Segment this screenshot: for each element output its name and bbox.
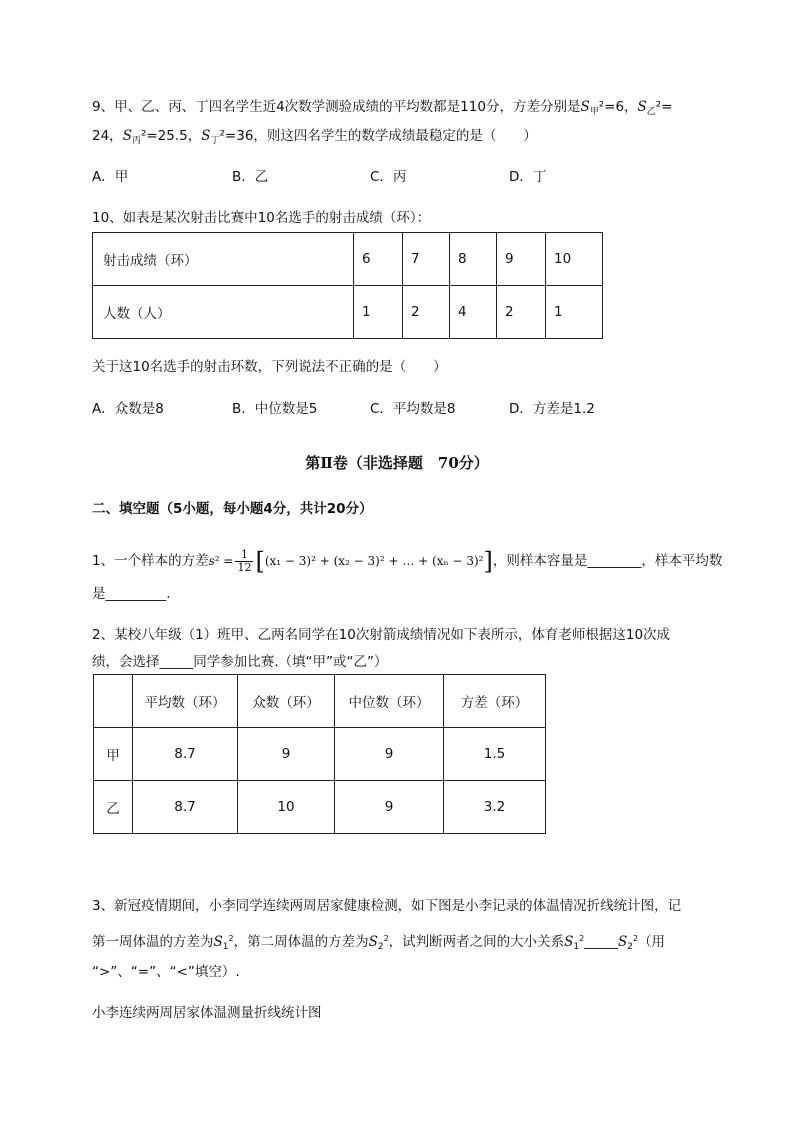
table-row [93, 233, 603, 286]
row-label: 人数（人） [93, 286, 354, 339]
var-s: s [208, 554, 215, 568]
table-cell: 2 [497, 286, 546, 339]
sub-yi: 乙 [646, 107, 656, 117]
f2-line2: 绩，会选择_____同学参加比赛.（填“甲”或“乙”） [92, 654, 388, 670]
q10-option-d: D．方差是1.2 [509, 401, 595, 417]
table-cell: 3.2 [444, 781, 546, 834]
table-cell: 8.7 [133, 728, 238, 781]
eq-jia: ²=6， [598, 99, 638, 115]
sub-2: 2 [627, 942, 633, 952]
table-cell: 9 [335, 728, 444, 781]
row-label: 射击成绩（环） [93, 233, 354, 286]
table-cell: 9 [497, 233, 546, 286]
sup-2: 2 [228, 934, 234, 943]
f3-line2 [92, 929, 665, 957]
eq-yi: ²= [655, 99, 673, 115]
q9-option-b: B．乙 [232, 169, 269, 185]
table-cell: 1 [546, 286, 603, 339]
var-s: S [368, 934, 378, 950]
sub-2: 2 [377, 942, 384, 952]
table-header-row [94, 675, 546, 728]
var-s: S [580, 99, 590, 115]
table-row [94, 728, 546, 781]
table-cell: 乙 [94, 781, 133, 834]
f3-text-b: ，第二周体温的方差为 [233, 934, 369, 950]
sup-2: 2 [579, 934, 585, 943]
var-s: S [201, 128, 211, 144]
q10-question: 关于这10名选手的射击环数，下列说法不正确的是（ ） [92, 359, 447, 375]
table-header: 平均数（环） [133, 675, 238, 728]
table-cell: 10 [238, 781, 335, 834]
table-header [94, 675, 133, 728]
table-cell: 9 [335, 781, 444, 834]
eq-sign: ² = [214, 554, 234, 568]
f3-text-d: （用 [638, 934, 666, 950]
f2-line1: 2、某校八年级（1）班甲、乙两名同学在10次射箭成绩情况如下表所示，体育老师根据这10次成 [92, 627, 671, 643]
sub-jia: 甲 [589, 107, 599, 117]
table-header: 众数（环） [238, 675, 335, 728]
var-s: S [564, 934, 574, 950]
table-cell: 甲 [94, 728, 133, 781]
table-cell: 6 [354, 233, 403, 286]
f1-tail: ，则样本容量是________，样本平均数 [492, 553, 723, 569]
table-cell: 8.7 [133, 781, 238, 834]
sub-bing: 丙 [131, 136, 141, 146]
right-bracket-icon: ] [483, 547, 493, 576]
eq-ding: ²=36，则这四名学生的数学成绩最稳定的是（ ） [219, 128, 537, 144]
eq-bing: ²=25.5， [140, 128, 202, 144]
table-row [94, 781, 546, 834]
table-cell: 4 [450, 286, 497, 339]
table-cell: 9 [238, 728, 335, 781]
frac-numerator: 1 [235, 549, 253, 562]
table-cell: 10 [546, 233, 603, 286]
f1-lead: 1、一个样本的方差 [92, 553, 209, 569]
section-header: 二、填空题（5小题，每小题4分，共计20分） [92, 501, 373, 517]
section-title: 第Ⅱ卷（非选择题 70分） [305, 454, 489, 472]
q10-option-b: B．中位数是5 [232, 401, 318, 417]
q9-option-d: D．丁 [509, 169, 547, 185]
q9-line2 [92, 126, 537, 151]
f3-text-c: ，试判断两者之间的大小关系 [388, 934, 565, 950]
q10-table [92, 232, 603, 339]
table-cell: 2 [403, 286, 450, 339]
sup-2: 2 [383, 934, 389, 943]
var-s: S [213, 934, 223, 950]
q9-text2: 24， [92, 128, 123, 144]
f3-line1: 3、新冠疫情期间，小李同学连续两周居家健康检测，如下图是小李记录的体温情况折线统计图，记 [92, 898, 682, 914]
variance-formula [208, 547, 493, 576]
sub-ding: 丁 [210, 136, 220, 146]
f1-line2: 是_________. [92, 586, 171, 602]
fraction [235, 549, 253, 574]
table-cell: 1 [354, 286, 403, 339]
q9-text: 9、甲、乙、丙、丁四名学生近4次数学测验成绩的平均数都是110分，方差分别是 [92, 99, 581, 115]
f2-table [93, 674, 546, 834]
f3-line3: “>”、“=”、“<”填空）. [92, 964, 240, 980]
table-header: 方差（环） [444, 675, 546, 728]
q9-line1 [92, 97, 673, 122]
f3-text-a: 第一周体温的方差为 [92, 934, 214, 950]
q10-option-a: A．众数是8 [92, 401, 164, 417]
table-row [93, 286, 603, 339]
left-bracket-icon: [ [255, 547, 265, 576]
table-cell: 7 [403, 233, 450, 286]
frac-denominator: 12 [237, 561, 252, 574]
answer-blank: _____ [584, 934, 618, 950]
sub-1: 1 [222, 942, 229, 952]
var-s: S [637, 99, 647, 115]
sup-2: 2 [632, 934, 639, 943]
var-s: S [617, 934, 628, 950]
table-header: 中位数（环） [335, 675, 444, 728]
q9-option-c: C．丙 [370, 169, 407, 185]
formula-body: (x₁ − 3)² + (x₂ − 3)² + … + (xₙ − 3)² [264, 554, 484, 568]
table-cell: 1.5 [444, 728, 546, 781]
q9-option-a: A．甲 [92, 169, 129, 185]
chart-caption: 小李连续两周居家体温测量折线统计图 [92, 1005, 322, 1021]
q10-stem: 10、如表是某次射击比赛中10名选手的射击成绩（环）： [92, 210, 431, 226]
q10-option-c: C．平均数是8 [370, 401, 456, 417]
sub-1: 1 [573, 942, 580, 952]
table-cell: 8 [450, 233, 497, 286]
f1-line1 [92, 548, 722, 575]
var-s: S [122, 128, 132, 144]
